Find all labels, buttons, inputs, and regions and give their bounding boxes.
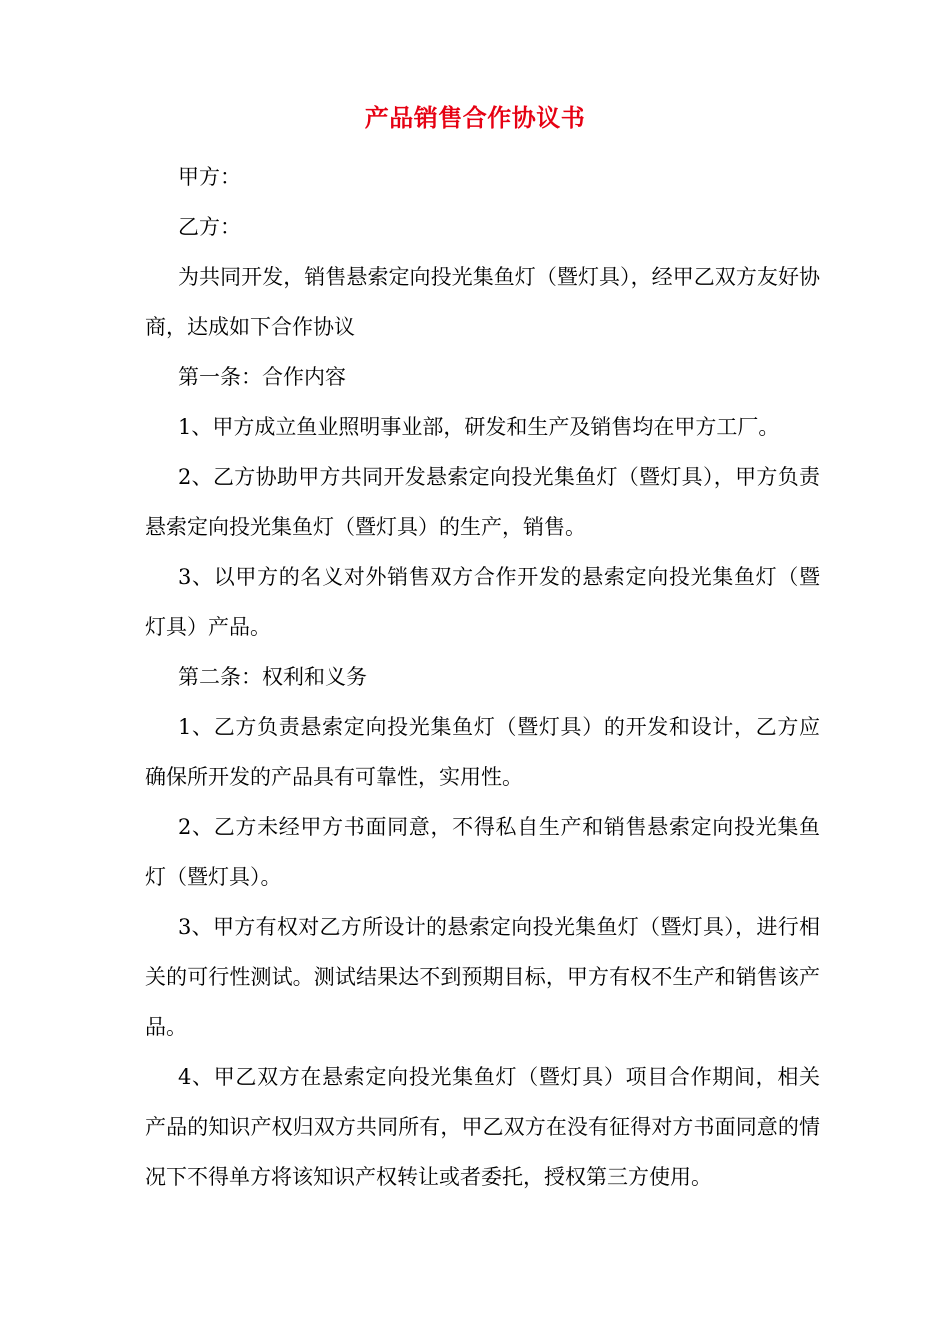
article-1-heading: 第一条：合作内容 xyxy=(178,365,346,389)
party-b-line: 乙方： xyxy=(178,215,241,239)
article-2-clause-3: 3、甲方有权对乙方所设计的悬索定向投光集鱼灯（暨灯具），进行相关的可行性测试。测试结果达不到预期目标，甲方有权不生产和销售该产品。 xyxy=(145,915,820,1039)
article-2-clause-4: 4、甲乙双方在悬索定向投光集鱼灯（暨灯具）项目合作期间，相关产品的知识产权归双方共同所有，甲乙双方在没有征得对方书面同意的情况下不得单方将该知识产权转让或者委托，授权第三方使用。 xyxy=(145,1065,820,1189)
article-1-clause-2: 2、乙方协助甲方共同开发悬索定向投光集鱼灯（暨灯具），甲方负责悬索定向投光集鱼灯（暨灯具）的生产，销售。 xyxy=(145,465,820,539)
document-title: 产品销售合作协议书 xyxy=(364,103,586,132)
preamble-paragraph: 为共同开发，销售悬索定向投光集鱼灯（暨灯具），经甲乙双方友好协商，达成如下合作协议 xyxy=(145,265,820,339)
article-2-clause-2: 2、乙方未经甲方书面同意，不得私自生产和销售悬索定向投光集鱼灯（暨灯具）。 xyxy=(145,815,820,889)
party-a-line: 甲方： xyxy=(178,165,241,189)
document-body xyxy=(145,152,820,1202)
article-2-clause-1: 1、乙方负责悬索定向投光集鱼灯（暨灯具）的开发和设计，乙方应确保所开发的产品具有可靠性，实用性。 xyxy=(145,715,820,789)
article-2-heading: 第二条：权利和义务 xyxy=(178,665,367,689)
article-1-clause-3: 3、以甲方的名义对外销售双方合作开发的悬索定向投光集鱼灯（暨灯具）产品。 xyxy=(145,565,820,639)
article-1-clause-1: 1、甲方成立鱼业照明事业部，研发和生产及销售均在甲方工厂。 xyxy=(178,415,780,439)
